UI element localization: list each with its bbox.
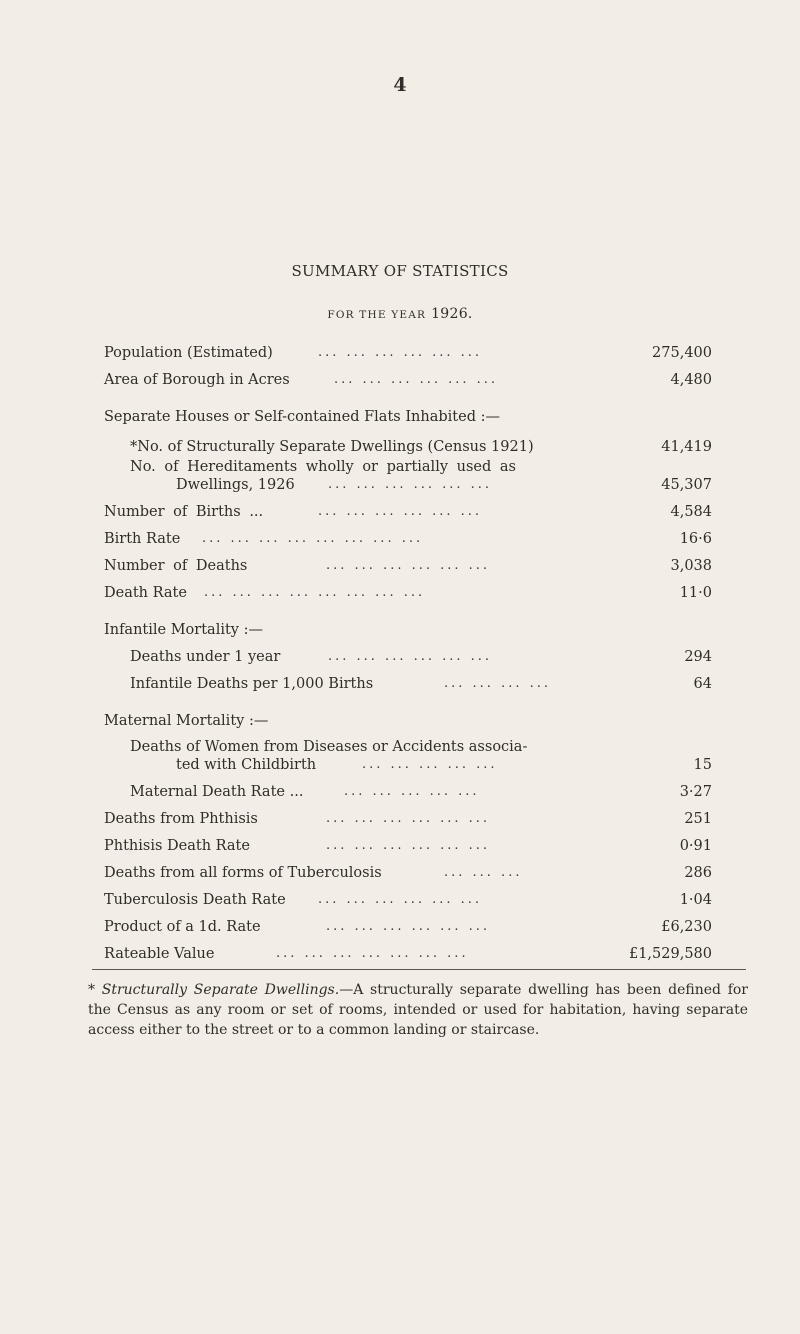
leader-dots: ... ... ... ... ... ... xyxy=(326,558,491,573)
stat-label: Product of a 1d. Rate xyxy=(104,919,261,935)
stat-value: 15 xyxy=(693,757,712,773)
page-subtitle xyxy=(0,306,800,322)
footnote-divider xyxy=(92,969,746,970)
leader-dots: ... ... ... ... ... ... xyxy=(326,811,491,826)
stat-value: 11·0 xyxy=(679,585,712,601)
leader-dots: ... ... ... ... xyxy=(444,676,551,691)
stat-value: 16·6 xyxy=(679,531,712,547)
stat-label: No. of Hereditaments wholly or partially used as xyxy=(130,459,516,475)
stat-label: Death Rate xyxy=(104,585,187,601)
leader-dots: ... ... ... ... ... xyxy=(362,757,498,772)
footnote-text: —A structurally separate dwelling has been defined for the Census as any room or set of rooms, intended or used for habitation, having separate access either to the street or to a common landing or staircase. xyxy=(88,982,748,1038)
subtitle-prefix: FOR THE YEAR xyxy=(327,309,427,321)
footnote xyxy=(88,980,748,1040)
leader-dots: ... ... ... xyxy=(444,865,523,880)
stat-label: Maternal Death Rate ... xyxy=(130,784,304,800)
stat-label: Deaths from Phthisis xyxy=(104,811,258,827)
leader-dots: ... ... ... ... ... ... xyxy=(328,649,493,664)
stat-label: Area of Borough in Acres xyxy=(104,372,290,388)
page-title: SUMMARY OF STATISTICS xyxy=(291,262,509,280)
stat-value: 45,307 xyxy=(661,477,712,493)
footnote-term: * Structurally Separate Dwellings. xyxy=(88,982,340,998)
leader-dots: ... ... ... ... ... ... ... ... xyxy=(202,531,424,546)
stat-value: 286 xyxy=(684,865,712,881)
stat-label: Infantile Mortality :— xyxy=(104,622,263,638)
stat-label: Maternal Mortality :— xyxy=(104,713,269,729)
stat-value: 0·91 xyxy=(679,838,712,854)
leader-dots: ... ... ... ... ... ... xyxy=(326,919,491,934)
leader-dots: ... ... ... ... ... ... xyxy=(334,372,499,387)
stat-value: 1·04 xyxy=(679,892,712,908)
leader-dots: ... ... ... ... ... ... xyxy=(318,504,483,519)
stat-label: Deaths of Women from Diseases or Accidents associa- xyxy=(130,739,528,755)
stat-value: 3·27 xyxy=(679,784,712,800)
stat-label: Birth Rate xyxy=(104,531,181,547)
subtitle-year: 1926. xyxy=(431,306,473,322)
stat-label: Phthisis Death Rate xyxy=(104,838,250,854)
leader-dots: ... ... ... ... ... ... ... xyxy=(276,946,469,961)
stat-label: Rateable Value xyxy=(104,946,215,962)
stat-value: 41,419 xyxy=(661,439,712,455)
leader-dots: ... ... ... ... ... ... ... ... xyxy=(204,585,426,600)
stat-label: Infantile Deaths per 1,000 Births xyxy=(130,676,374,692)
stat-label: Tuberculosis Death Rate xyxy=(104,892,286,908)
stat-value: 275,400 xyxy=(652,345,712,361)
page-number: 4 xyxy=(393,74,407,96)
stat-value: 4,480 xyxy=(670,372,712,388)
stat-label: Number of Deaths xyxy=(104,558,248,574)
stat-label: Population (Estimated) xyxy=(104,345,273,361)
stat-value: 294 xyxy=(684,649,712,665)
stat-value: £1,529,580 xyxy=(628,946,712,962)
leader-dots: ... ... ... ... ... ... xyxy=(318,892,483,907)
stat-label: Deaths under 1 year xyxy=(130,649,281,665)
leader-dots: ... ... ... ... ... ... xyxy=(326,838,491,853)
stat-label: ted with Childbirth xyxy=(176,757,317,773)
stat-label: Dwellings, 1926 xyxy=(176,477,295,493)
stat-label: *No. of Structurally Separate Dwellings (Census 1921) xyxy=(130,439,534,455)
leader-dots: ... ... ... ... ... xyxy=(344,784,480,799)
stat-value: £6,230 xyxy=(661,919,712,935)
leader-dots: ... ... ... ... ... ... xyxy=(328,477,493,492)
stat-label: Number of Births ... xyxy=(104,504,264,520)
leader-dots: ... ... ... ... ... ... xyxy=(318,345,483,360)
stat-value: 4,584 xyxy=(670,504,712,520)
stat-value: 3,038 xyxy=(670,558,712,574)
stat-label: Separate Houses or Self-contained Flats Inhabited :— xyxy=(104,409,500,425)
stat-value: 251 xyxy=(684,811,712,827)
stat-value: 64 xyxy=(693,676,712,692)
stat-label: Deaths from all forms of Tuberculosis xyxy=(104,865,382,881)
